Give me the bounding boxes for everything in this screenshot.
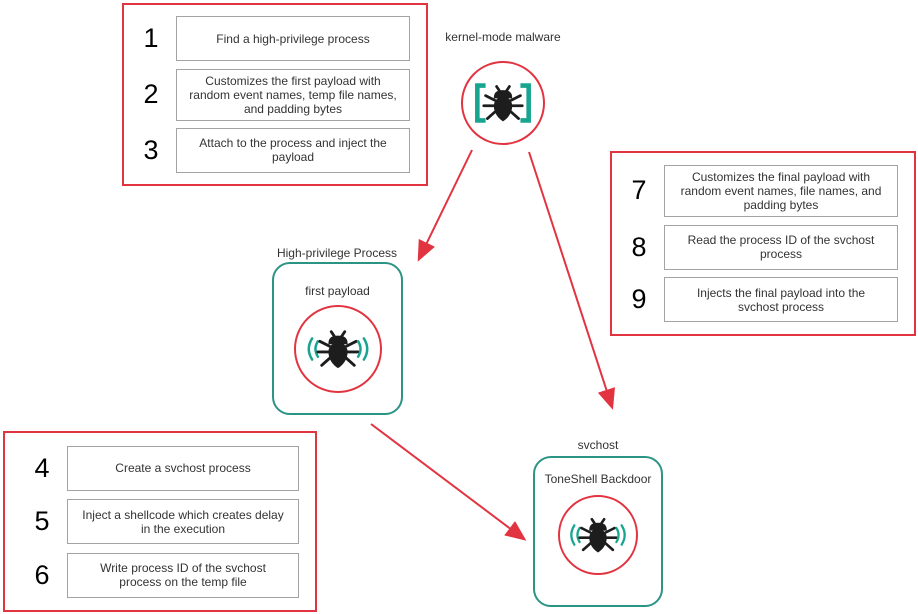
- toneshell-backdoor-circle: [558, 495, 638, 575]
- first-payload-circle: [294, 305, 382, 393]
- step-text-box: Create a svchost process: [67, 446, 299, 491]
- step-row: [622, 225, 898, 270]
- step-row: [134, 69, 410, 121]
- step-text-box: Inject a shellcode which creates delay in the execution: [67, 499, 299, 544]
- step-number: 2: [143, 79, 159, 109]
- steps-panel-kernel-malware: [122, 3, 428, 186]
- svchost-label: svchost: [577, 438, 619, 452]
- step-row: [25, 446, 299, 491]
- arrow-kernel-to-svchost: [529, 152, 612, 407]
- step-row: [25, 553, 299, 598]
- steps-panel-final-payload: [610, 151, 916, 336]
- step-row: [622, 165, 898, 217]
- step-number: 7: [631, 175, 647, 206]
- step-number: 6: [34, 559, 50, 590]
- step-text-box: Find a high-privilege process: [176, 16, 410, 61]
- first-payload-label: first payload: [305, 284, 370, 298]
- step-number: 4: [34, 452, 50, 483]
- kernel-malware-label: kernel-mode malware: [445, 30, 561, 44]
- high-privilege-process-label: High-privilege Process: [276, 246, 398, 260]
- toneshell-backdoor-label: ToneShell Backdoor: [544, 472, 652, 486]
- kernel-malware-node: [461, 61, 545, 145]
- step-row: [134, 16, 410, 61]
- step-text-box: Write process ID of the svchost process on the temp file: [67, 553, 299, 598]
- high-privilege-process-node: [272, 262, 403, 415]
- bug-with-signal-waves-icon: [303, 326, 373, 372]
- step-number: 1: [143, 23, 159, 54]
- svchost-node: [533, 456, 663, 607]
- step-number: 3: [143, 134, 159, 165]
- bug-in-brackets-icon: [470, 80, 536, 126]
- step-number: 5: [34, 506, 50, 536]
- step-number: 8: [631, 231, 647, 262]
- arrow-high-privilege-to-svchost: [371, 424, 524, 539]
- step-row: [622, 277, 898, 322]
- step-number: 9: [631, 284, 647, 315]
- step-row: [134, 128, 410, 173]
- step-text-box: Customizes the final payload with random event names, file names, and padding bytes: [664, 165, 898, 217]
- step-text-box: Read the process ID of the svchost process: [664, 225, 898, 270]
- steps-panel-first-payload: [3, 431, 317, 612]
- bug-with-signal-waves-icon: [566, 514, 630, 556]
- step-text-box: Injects the final payload into the svchost process: [664, 277, 898, 322]
- step-text-box: Attach to the process and inject the payload: [176, 128, 410, 173]
- step-text-box: Customizes the first payload with random event names, temp file names, and padding bytes: [176, 69, 410, 121]
- step-row: [25, 499, 299, 544]
